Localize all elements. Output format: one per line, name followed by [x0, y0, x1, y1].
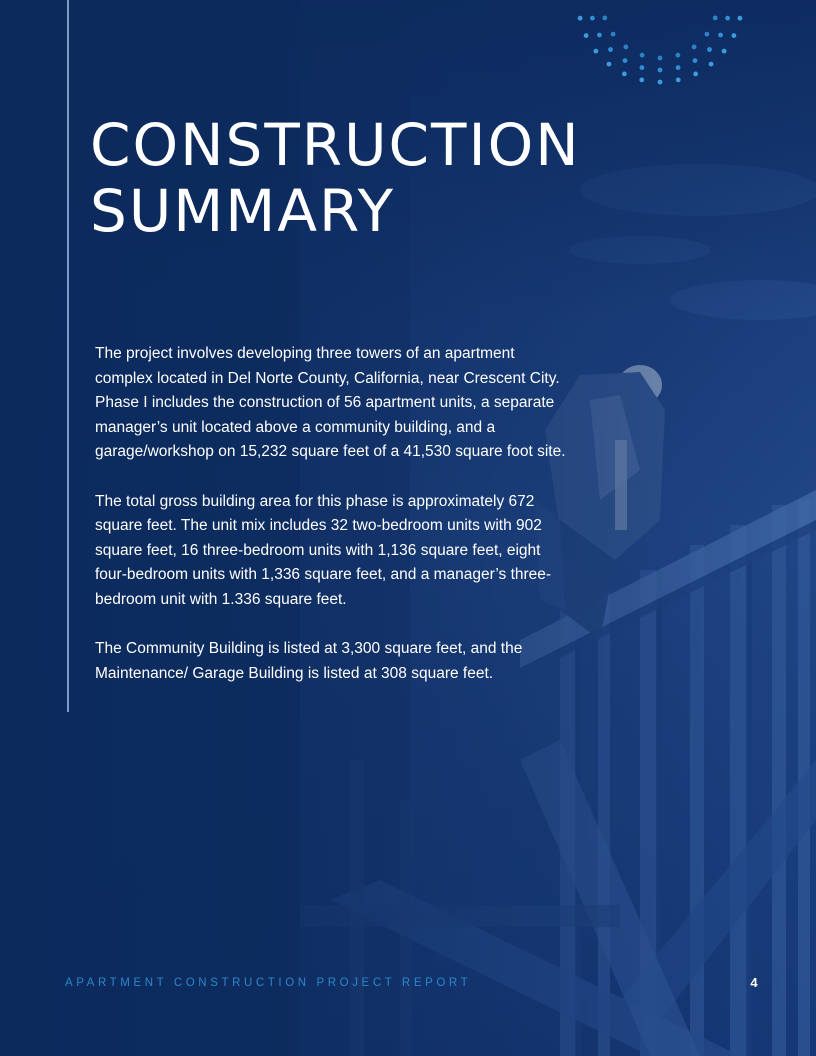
decorative-dot	[692, 45, 697, 50]
paragraph-project-overview: The project involves developing three towers of an apartment complex located in Del Norte County, California, near Crescent City. Phase I includes the construction of 56 apartment units, a separate manager’s unit located above a community building, and a garage/workshop on 15,232 square feet of a 41,530 square foot site.	[95, 345, 566, 461]
decorative-dot	[622, 72, 627, 77]
decorative-dot	[597, 33, 602, 38]
decorative-dot	[705, 32, 710, 37]
decorative-dot	[709, 62, 714, 67]
decorative-dot	[676, 65, 681, 70]
decorative-dot	[640, 53, 645, 58]
decorative-dot	[607, 62, 612, 67]
decorative-dot	[602, 16, 607, 21]
decorative-dot	[718, 33, 723, 38]
decorative-dot	[693, 58, 698, 63]
decorative-dot	[608, 47, 613, 52]
decorative-dot	[713, 16, 718, 21]
vertical-accent-line	[67, 0, 69, 712]
page-number: 4	[750, 975, 758, 990]
decorative-dot	[623, 58, 628, 63]
decorative-dot	[639, 78, 644, 83]
decorative-dot	[676, 78, 681, 83]
paragraph-buildings: The Community Building is listed at 3,300 square feet, and the Maintenance/ Garage Building is listed at 308 square feet.	[95, 640, 523, 682]
decorative-dot	[693, 72, 698, 77]
summary-body	[95, 342, 575, 711]
decorative-dot	[578, 16, 583, 21]
footer-report-title: APARTMENT CONSTRUCTION PROJECT REPORT	[65, 977, 472, 989]
decorative-dot	[590, 16, 595, 21]
decorative-dot	[732, 33, 737, 38]
paragraph-unit-mix: The total gross building area for this phase is approximately 672 square feet. The unit mix includes 32 two-bedroom units with 902 square feet, 16 three-bedroom units with 1,136 square feet, eight four-bedroom units with 1,336 square feet, and a manager’s three-bedroom unit with 1.336 square feet.	[95, 492, 552, 608]
title-line-2: SUMMARY	[90, 177, 396, 245]
decorative-dot	[725, 16, 730, 21]
page-title	[90, 112, 581, 244]
decorative-dot	[640, 65, 645, 70]
decorative-dot	[658, 80, 663, 85]
decorative-dot	[624, 45, 629, 50]
decorative-dot	[722, 49, 727, 54]
decorative-dot	[594, 49, 599, 54]
title-line-1: CONSTRUCTION	[90, 111, 581, 179]
decorative-dot	[676, 53, 681, 58]
dotted-arc-decoration	[570, 0, 750, 100]
decorative-dot	[658, 68, 663, 73]
decorative-dot	[584, 33, 589, 38]
decorative-dot	[611, 32, 616, 37]
decorative-dot	[738, 16, 743, 21]
decorative-dot	[658, 56, 663, 61]
decorative-dot	[707, 47, 712, 52]
